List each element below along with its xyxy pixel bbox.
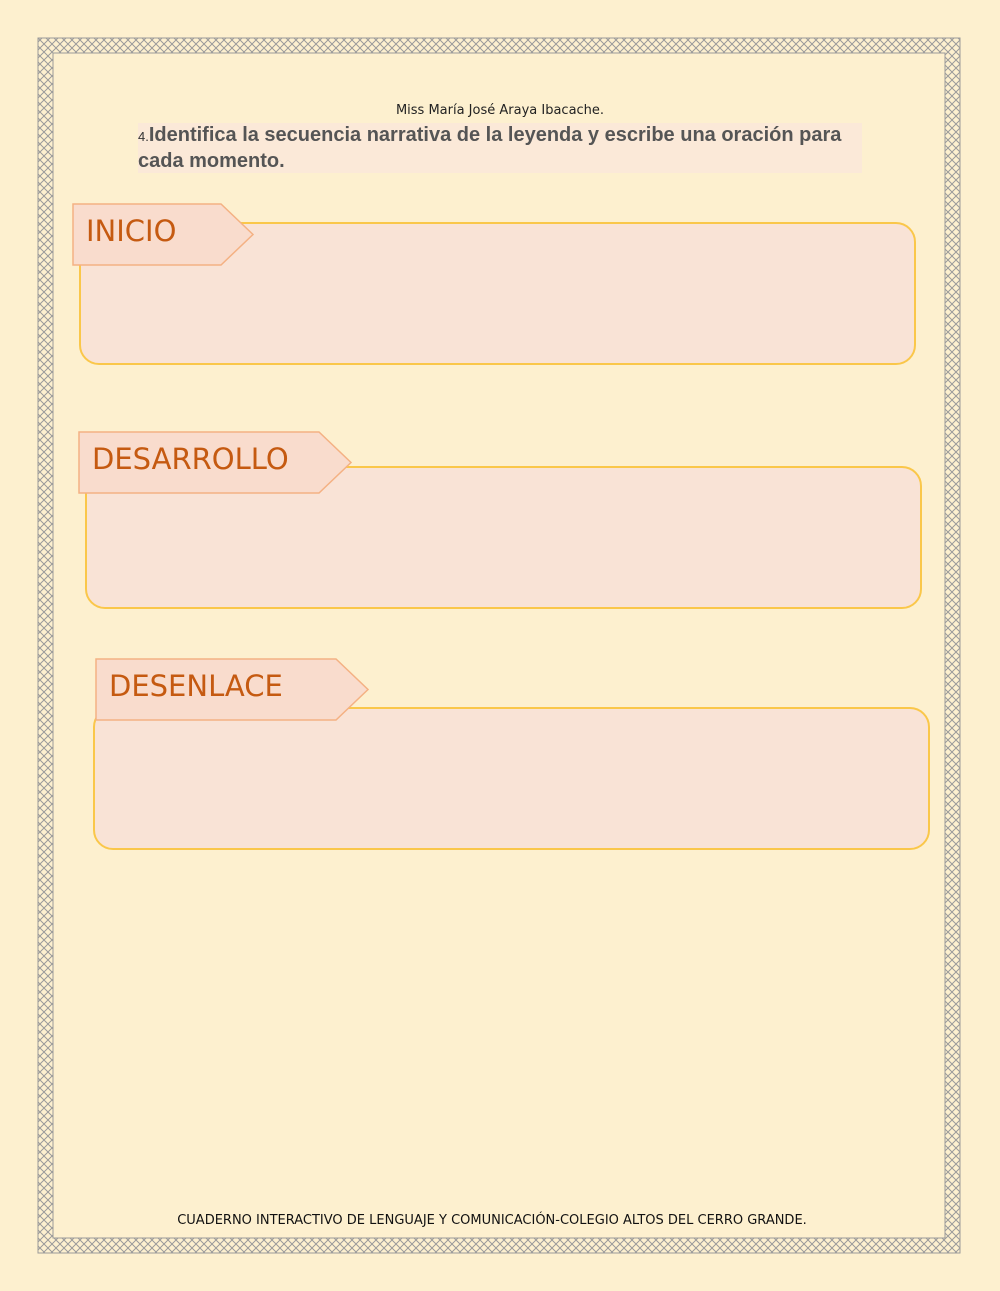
instruction-text: Identifica la secuencia narrativa de la leyenda y escribe una oración para cada momento. — [138, 124, 842, 172]
desenlace-label: DESENLACE — [109, 669, 283, 703]
desenlace-answer-box[interactable] — [93, 707, 930, 850]
instruction-number: 4. — [138, 129, 149, 144]
author-name: Miss María José Araya Ibacache. — [395, 103, 605, 118]
instruction-box — [138, 123, 862, 173]
desarrollo-label: DESARROLLO — [92, 442, 289, 476]
footer-text: CUADERNO INTERACTIVO DE LENGUAJE Y COMUNICACIÓN-COLEGIO ALTOS DEL CERRO GRANDE. — [177, 1213, 807, 1228]
inicio-label: INICIO — [86, 214, 177, 248]
